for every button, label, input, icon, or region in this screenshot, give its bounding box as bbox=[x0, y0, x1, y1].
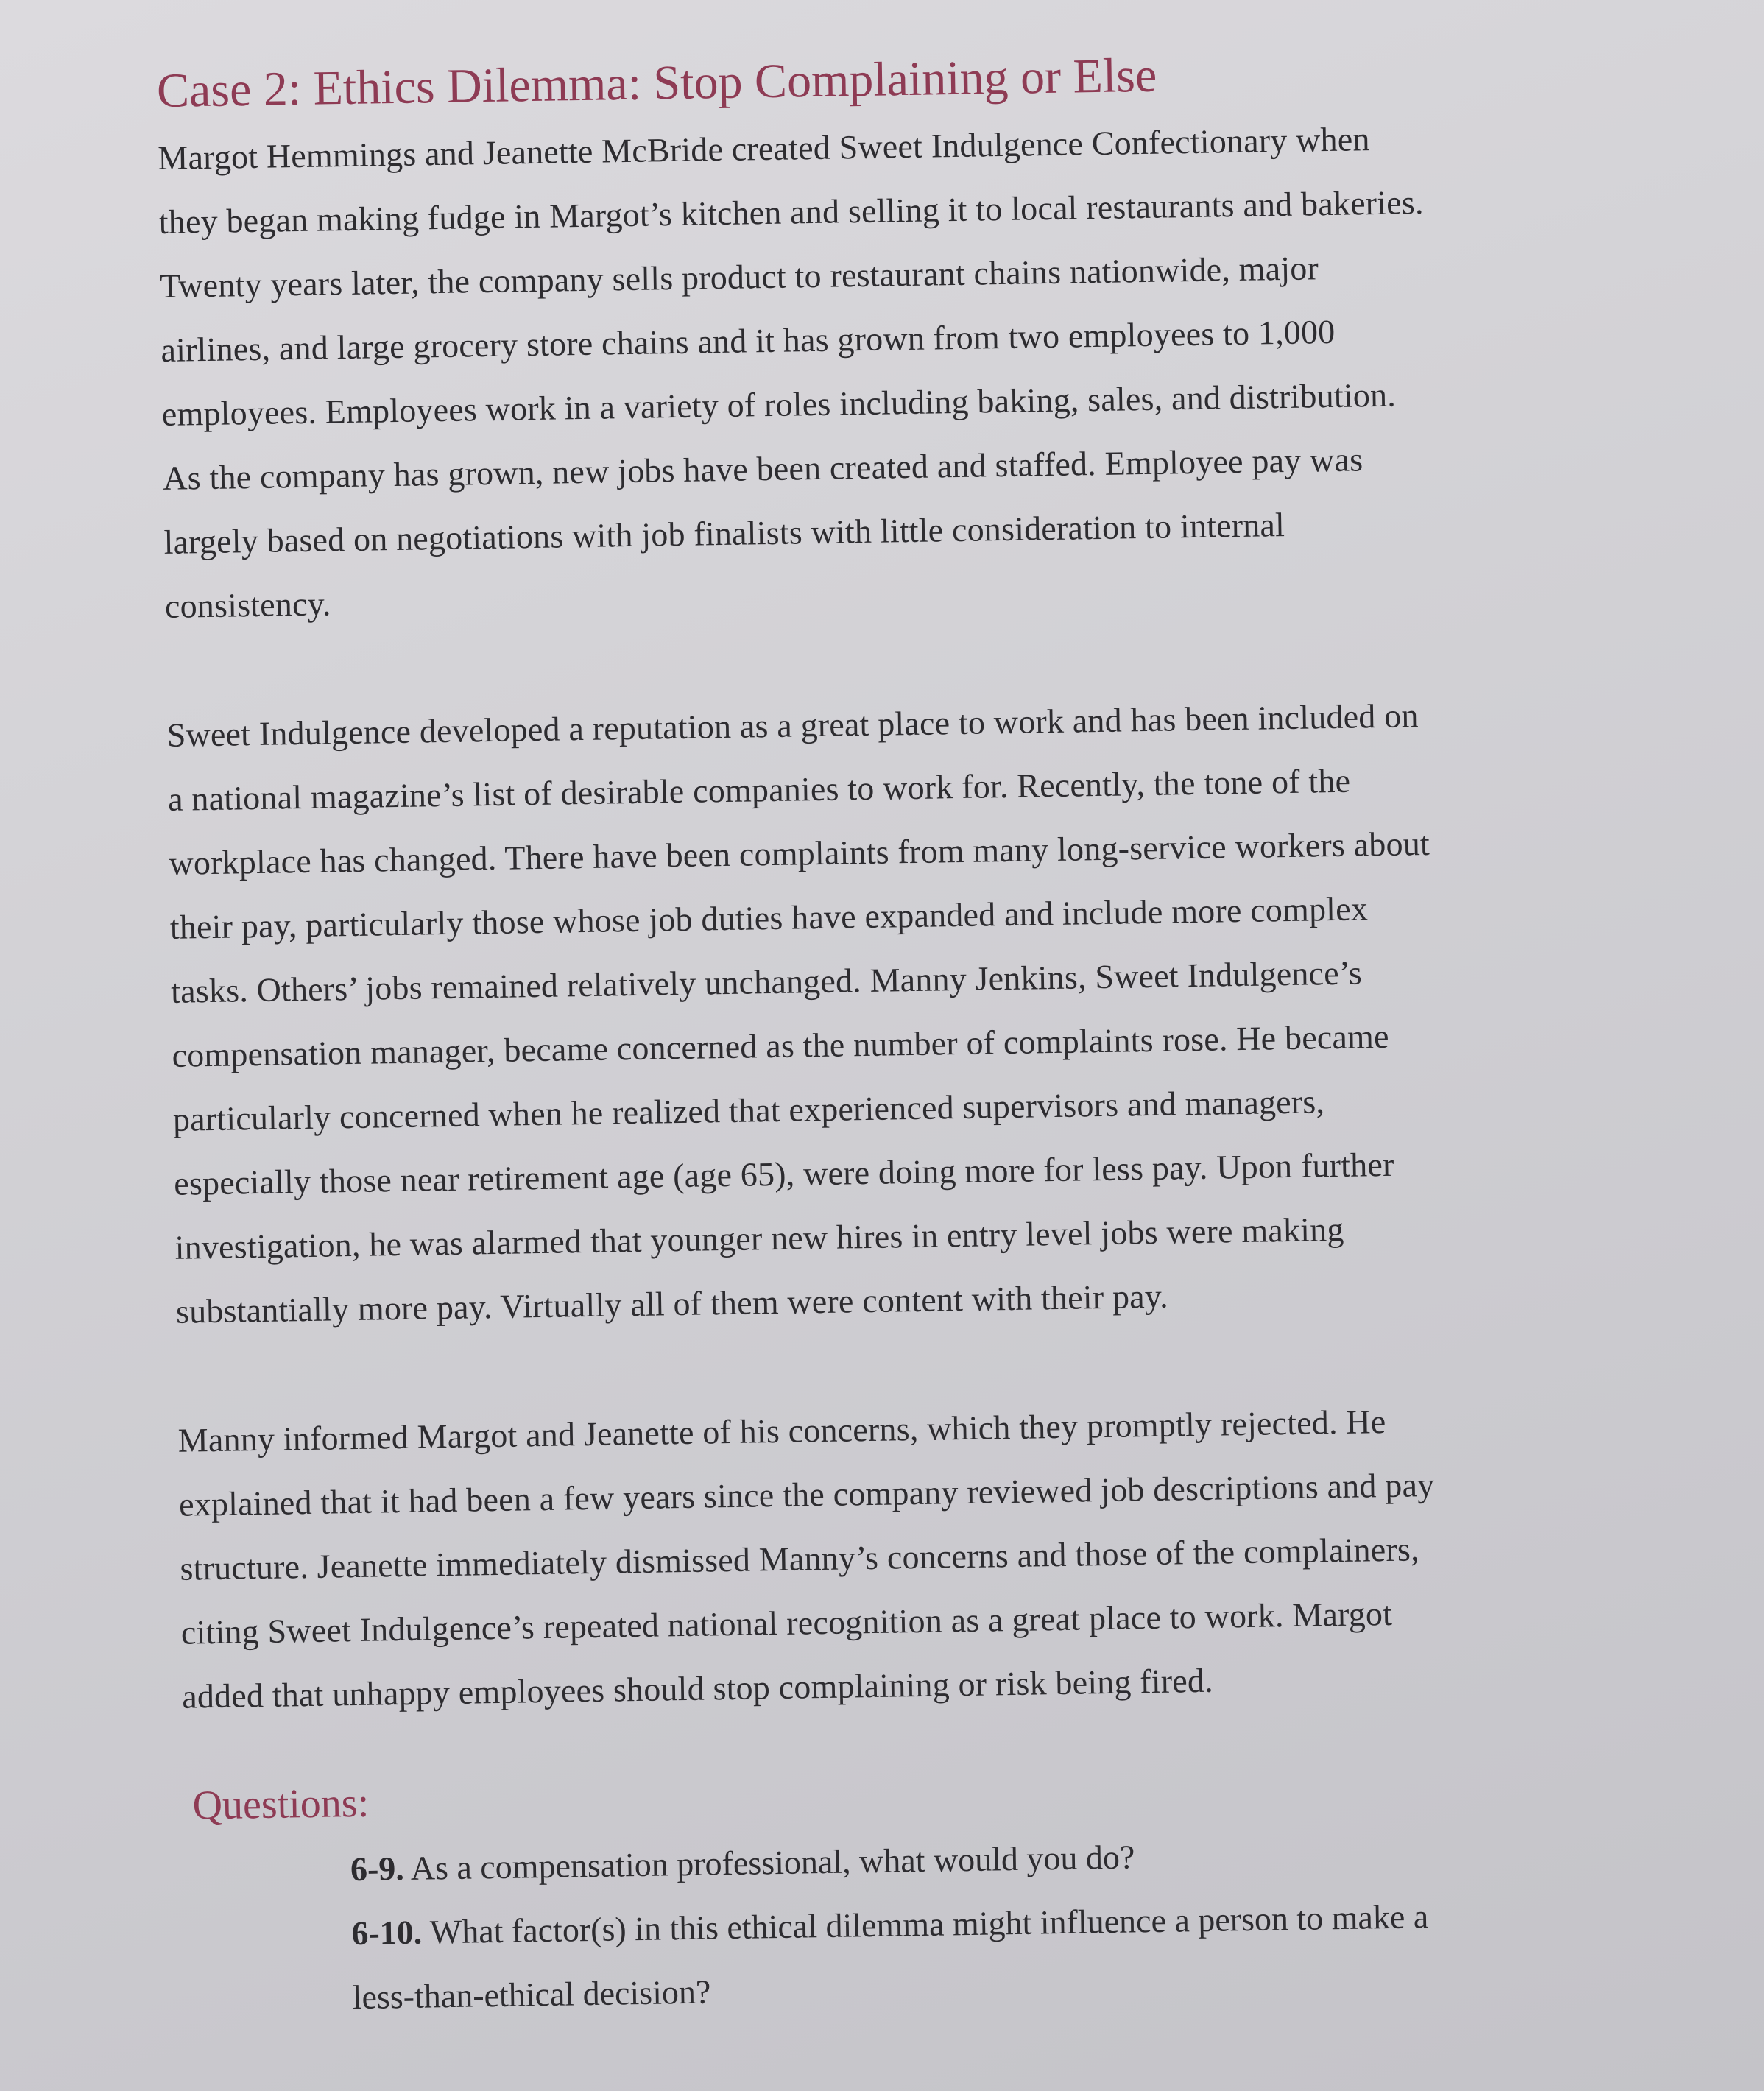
paragraph-line: structure. Jeanette immediately dismissed Manny’s concerns and those of the complainers, bbox=[180, 1530, 1420, 1587]
paragraph-line: investigation, he was alarmed that younger new hires in entry level jobs were making bbox=[174, 1210, 1344, 1266]
paragraph-line: tasks. Others’ jobs remained relatively unchanged. Manny Jenkins, Sweet Indulgence’s bbox=[170, 953, 1363, 1011]
paragraph-line: their pay, particularly those whose job duties have expanded and include more complex bbox=[169, 889, 1369, 947]
paragraph-line: workplace has changed. There have been complaints from many long-service workers about bbox=[169, 825, 1430, 883]
paragraph-line: Manny informed Margot and Jeanette of his concerns, which they promptly rejected. He bbox=[177, 1403, 1386, 1459]
paragraph-3 bbox=[177, 1385, 1692, 1729]
question-line: less-than-ethical decision? bbox=[352, 1972, 711, 2017]
case-title: Case 2: Ethics Dilemma: Stop Complaining or Else bbox=[156, 48, 1157, 118]
questions-list bbox=[350, 1816, 1696, 2030]
paragraph-line: largely based on negotiations with job finalists with little consideration to internal bbox=[163, 506, 1285, 562]
paragraph-line: airlines, and large grocery store chains and it has grown from two employees to 1,000 bbox=[160, 313, 1336, 370]
question-number: 6-9. bbox=[350, 1850, 405, 1889]
paragraph-2 bbox=[166, 680, 1685, 1344]
paragraph-line: consistency. bbox=[164, 585, 331, 626]
paragraph-line: compensation manager, became concerned as the number of complaints rose. He became bbox=[172, 1018, 1390, 1075]
document-content bbox=[156, 21, 1696, 2032]
paragraph-1 bbox=[158, 102, 1675, 638]
paragraph-line: Margot Hemmings and Jeanette McBride created Sweet Indulgence Confectionary when bbox=[158, 120, 1370, 177]
paragraph-line: employees. Employees work in a variety of roles including baking, sales, and distribution. bbox=[161, 375, 1397, 434]
paragraph-line: explained that it had been a few years since the company reviewed job descriptions and pay bbox=[178, 1466, 1435, 1523]
paragraph-line: substantially more pay. Virtually all of them were content with their pay. bbox=[175, 1277, 1169, 1330]
paragraph-line: added that unhappy employees should stop complaining or risk being fired. bbox=[181, 1661, 1214, 1716]
paragraph-line: a national magazine’s list of desirable companies to work for. Recently, the tone of the bbox=[167, 761, 1351, 819]
paragraph-line: citing Sweet Indulgence’s repeated national recognition as a great place to work. Margot bbox=[180, 1595, 1393, 1651]
paragraph-line: Twenty years later, the company sells product to restaurant chains nationwide, major bbox=[159, 249, 1319, 306]
question-text: What factor(s) in this ethical dilemma might influence a person to make a bbox=[429, 1897, 1429, 1951]
question-text: As a compensation professional, what would you do? bbox=[410, 1838, 1135, 1888]
questions-heading: Questions: bbox=[192, 1780, 370, 1829]
paragraph-line: As the company has grown, new jobs have been created and staffed. Employee pay was bbox=[162, 440, 1363, 498]
paragraph-line: particularly concerned when he realized that experienced supervisors and managers, bbox=[172, 1082, 1325, 1139]
paragraph-line: Sweet Indulgence developed a reputation as a great place to work and has been included on bbox=[166, 697, 1419, 755]
paragraph-line: especially those near retirement age (age 65), were doing more for less pay. Upon further bbox=[173, 1145, 1394, 1202]
question-number: 6-10. bbox=[350, 1914, 423, 1953]
paragraph-line: they began making fudge in Margot’s kitchen and selling it to local restaurants and bakeries. bbox=[158, 183, 1425, 241]
question-item bbox=[351, 1880, 1697, 2030]
